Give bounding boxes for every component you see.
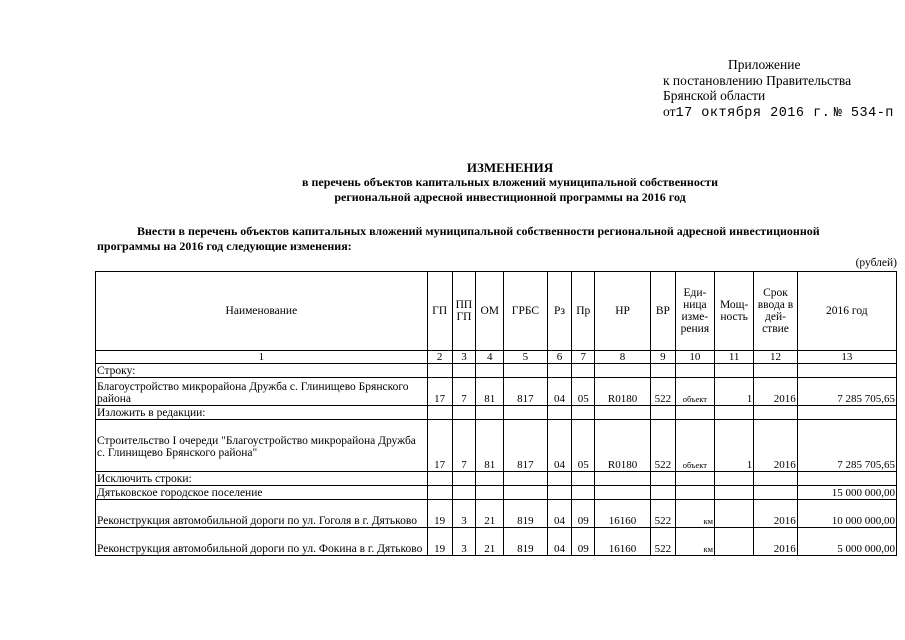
section-row-exclude [96,472,897,486]
changes-table [95,271,897,556]
intro-paragraph: Внести в перечень объектов капитальных вложений муниципальной собственности региональной адресной инвестиционной программы на 2016 год следующие изменения: [97,224,820,253]
table-row [96,500,897,528]
row-name: Благоустройство микрорайона Дружба с. Глинищево Брянского района [96,378,428,406]
header-om: ОМ [476,272,504,351]
row-term: 2016 [754,420,797,472]
row-nr: R0180 [595,378,651,406]
row-term: 2016 [754,528,797,556]
header-term: Срок ввода в дей-ствие [754,272,797,351]
row-pp: 7 [452,378,476,406]
row-gp: 17 [427,420,452,472]
appendix-number: № 534-п [833,105,894,121]
header-vr: ВР [650,272,675,351]
row-name: Реконструкция автомобильной дороги по ул. Гоголя в г. Дятьково [96,500,428,528]
appendix-resolution: к постановлению Правительства [663,72,852,88]
col-number: 4 [476,351,504,364]
row-grbs: 819 [504,500,547,528]
currency-unit: (рублей) [855,257,897,269]
row-grbs: 817 [504,378,547,406]
row-unit: км [675,528,714,556]
section-label: Строку: [96,364,428,378]
row-om: 21 [476,500,504,528]
header-row [96,272,897,351]
settlement-amount: 15 000 000,00 [797,486,896,500]
col-number: 11 [715,351,754,364]
col-number: 8 [595,351,651,364]
section-row-edit [96,406,897,420]
col-number: 5 [504,351,547,364]
row-gp: 19 [427,528,452,556]
row-amount: 7 285 705,65 [797,378,896,406]
row-name: Реконструкция автомобильной дороги по ул. Фокина в г. Дятьково [96,528,428,556]
row-nr: R0180 [595,420,651,472]
header-unit: Еди-ница изме-рения [675,272,714,351]
col-number: 12 [754,351,797,364]
document-title [0,160,905,205]
col-number: 10 [675,351,714,364]
row-amount: 5 000 000,00 [797,528,896,556]
header-power: Мощ-ность [715,272,754,351]
row-om: 81 [476,420,504,472]
row-pp: 3 [452,528,476,556]
col-number: 2 [427,351,452,364]
settlement-row [96,486,897,500]
appendix-block [663,57,903,121]
col-number: 6 [547,351,572,364]
appendix-date: 17 октября 2016 г. [675,105,831,121]
row-gp: 17 [427,378,452,406]
row-nr: 16160 [595,528,651,556]
row-om: 21 [476,528,504,556]
col-number: 13 [797,351,896,364]
header-nr: НР [595,272,651,351]
table-row [96,420,897,472]
appendix-region: Брянской области [663,88,766,103]
row-unit: км [675,500,714,528]
row-rz: 04 [547,378,572,406]
table-row [96,378,897,406]
row-nr: 16160 [595,500,651,528]
header-pr: Пр [572,272,595,351]
title-line3: региональной адресной инвестиционной программы на 2016 год [334,190,686,204]
row-unit: объект [675,420,714,472]
row-term: 2016 [754,500,797,528]
table-row [96,528,897,556]
header-year: 2016 год [797,272,896,351]
row-name-text: Строительство I очереди "Благоустройство микрорайона Дружба с. Глинищево Брянского района" [97,435,416,459]
col-number: 3 [452,351,476,364]
section-label: Изложить в редакции: [96,406,428,420]
header-gp: ГП [427,272,452,351]
row-amount: 10 000 000,00 [797,500,896,528]
row-unit: объект [675,378,714,406]
row-vr: 522 [650,420,675,472]
row-rz: 04 [547,500,572,528]
row-pp: 3 [452,500,476,528]
title-heading: ИЗМЕНЕНИЯ [466,160,554,175]
row-rz: 04 [547,420,572,472]
row-power [715,500,754,528]
row-vr: 522 [650,500,675,528]
col-number: 1 [96,351,428,364]
row-grbs: 819 [504,528,547,556]
row-term: 2016 [754,378,797,406]
row-pr: 05 [572,378,595,406]
col-number: 9 [650,351,675,364]
header-rz: Рз [547,272,572,351]
row-vr: 522 [650,528,675,556]
row-gp: 19 [427,500,452,528]
row-rz: 04 [547,528,572,556]
appendix-date-prefix: от [663,103,676,119]
row-pr: 09 [572,500,595,528]
settlement-name: Дятьковское городское поселение [96,486,428,500]
header-pp: ПП ГП [452,272,476,351]
row-pr: 09 [572,528,595,556]
title-line2: в перечень объектов капитальных вложений муниципальной собственности [302,175,718,189]
row-amount: 7 285 705,65 [797,420,896,472]
row-name [96,420,428,472]
row-vr: 522 [650,378,675,406]
row-power: 1 [715,420,754,472]
header-name: Наименование [96,272,428,351]
appendix-title: Приложение [728,57,801,72]
row-pr: 05 [572,420,595,472]
header-grbs: ГРБС [504,272,547,351]
row-pp: 7 [452,420,476,472]
col-number: 7 [572,351,595,364]
section-row-string [96,364,897,378]
column-number-row [96,351,897,364]
section-label: Исключить строки: [96,472,428,486]
row-power: 1 [715,378,754,406]
row-power [715,528,754,556]
row-om: 81 [476,378,504,406]
row-grbs: 817 [504,420,547,472]
appendix-date-line [663,104,903,122]
